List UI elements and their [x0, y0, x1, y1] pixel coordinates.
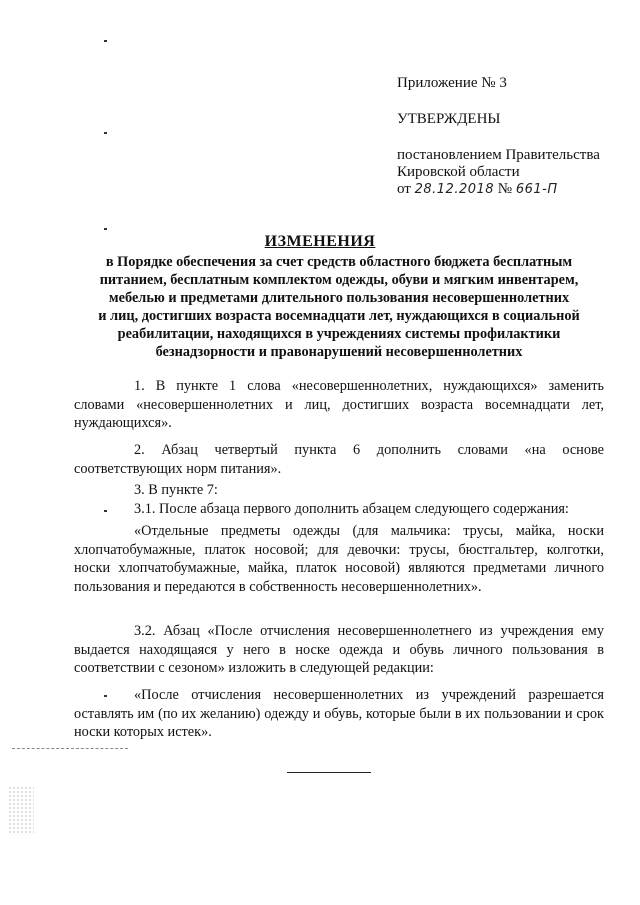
- resolution-line-2: Кировской области: [397, 164, 520, 180]
- subtitle-line: мебелью и предметами длительного пользования несовершеннолетних: [108, 290, 570, 306]
- appendix-label: Приложение № 3: [397, 75, 507, 91]
- subtitle-line: в Порядке обеспечения за счет средств областного бюджета бесплатным: [105, 254, 573, 270]
- document-title: ИЗМЕНЕНИЯ: [264, 233, 376, 250]
- scan-mark: [104, 40, 107, 42]
- date-prefix: от: [397, 181, 411, 197]
- quote-paragraph-1: «Отдельные предметы одежды (для мальчика: трусы, майка, носки хлопчатобумажные, платок носовой; для девочки: трусы, бюстгальтер, колготки, носки хлопчатобумажные, майка, платок носовой) являются предметами личного пользования и передаются в собственность несовершеннолетних».: [74, 523, 604, 595]
- subtitle-line: питанием, бесплатным комплектом одежды, обуви и мягким инвентарем,: [99, 272, 579, 288]
- approved-label: УТВЕРЖДЕНЫ: [397, 111, 501, 127]
- scan-noise: [8, 786, 34, 834]
- scan-edge-line: [12, 748, 128, 749]
- scan-mark: [104, 132, 107, 134]
- paragraph-item-3-2: 3.2. Абзац «После отчисления несовершеннолетнего из учреждения ему выдается находящаяся у него в носке одежда и обувь личного пользования в соответствии с сезоном» изложить в следующей редакции:: [74, 623, 604, 676]
- quote-paragraph-2: «После отчисления несовершеннолетних из учреждений разрешается оставлять им (по их желанию) одежду и обувь, которые были в их пользовании и срок носки которых истек».: [74, 687, 604, 740]
- document-subtitle: [74, 253, 604, 361]
- paragraph-item-1: 1. В пункте 1 слова «несовершеннолетних, нуждающихся» заменить словами «несовершеннолетних и лиц, достигших возраста восемнадцати лет, нуждающихся».: [74, 378, 604, 431]
- paragraph-item-3-1: 3.1. После абзаца первого дополнить абзацем следующего содержания:: [134, 501, 569, 517]
- handwritten-date: 28.12.2018: [414, 182, 495, 197]
- subtitle-line: безнадзорности и правонарушений несовершеннолетних: [155, 344, 523, 360]
- subtitle-line: реабилитации, находящихся в учреждениях системы профилактики: [117, 326, 561, 342]
- handwritten-number: 661-П: [515, 182, 558, 197]
- number-sign: №: [497, 181, 513, 197]
- paragraph-item-2: 2. Абзац четвертый пункта 6 дополнить словами «на основе соответствующих норм питания».: [74, 442, 604, 477]
- paragraph-item-3: 3. В пункте 7:: [134, 482, 218, 498]
- closing-rule: [287, 772, 371, 773]
- scan-mark: [104, 228, 107, 230]
- subtitle-line: и лиц, достигших возраста восемнадцати лет, нуждающихся в социальной: [98, 308, 580, 324]
- resolution-line-1: постановлением Правительства: [397, 147, 600, 163]
- resolution-date-line: [397, 181, 558, 198]
